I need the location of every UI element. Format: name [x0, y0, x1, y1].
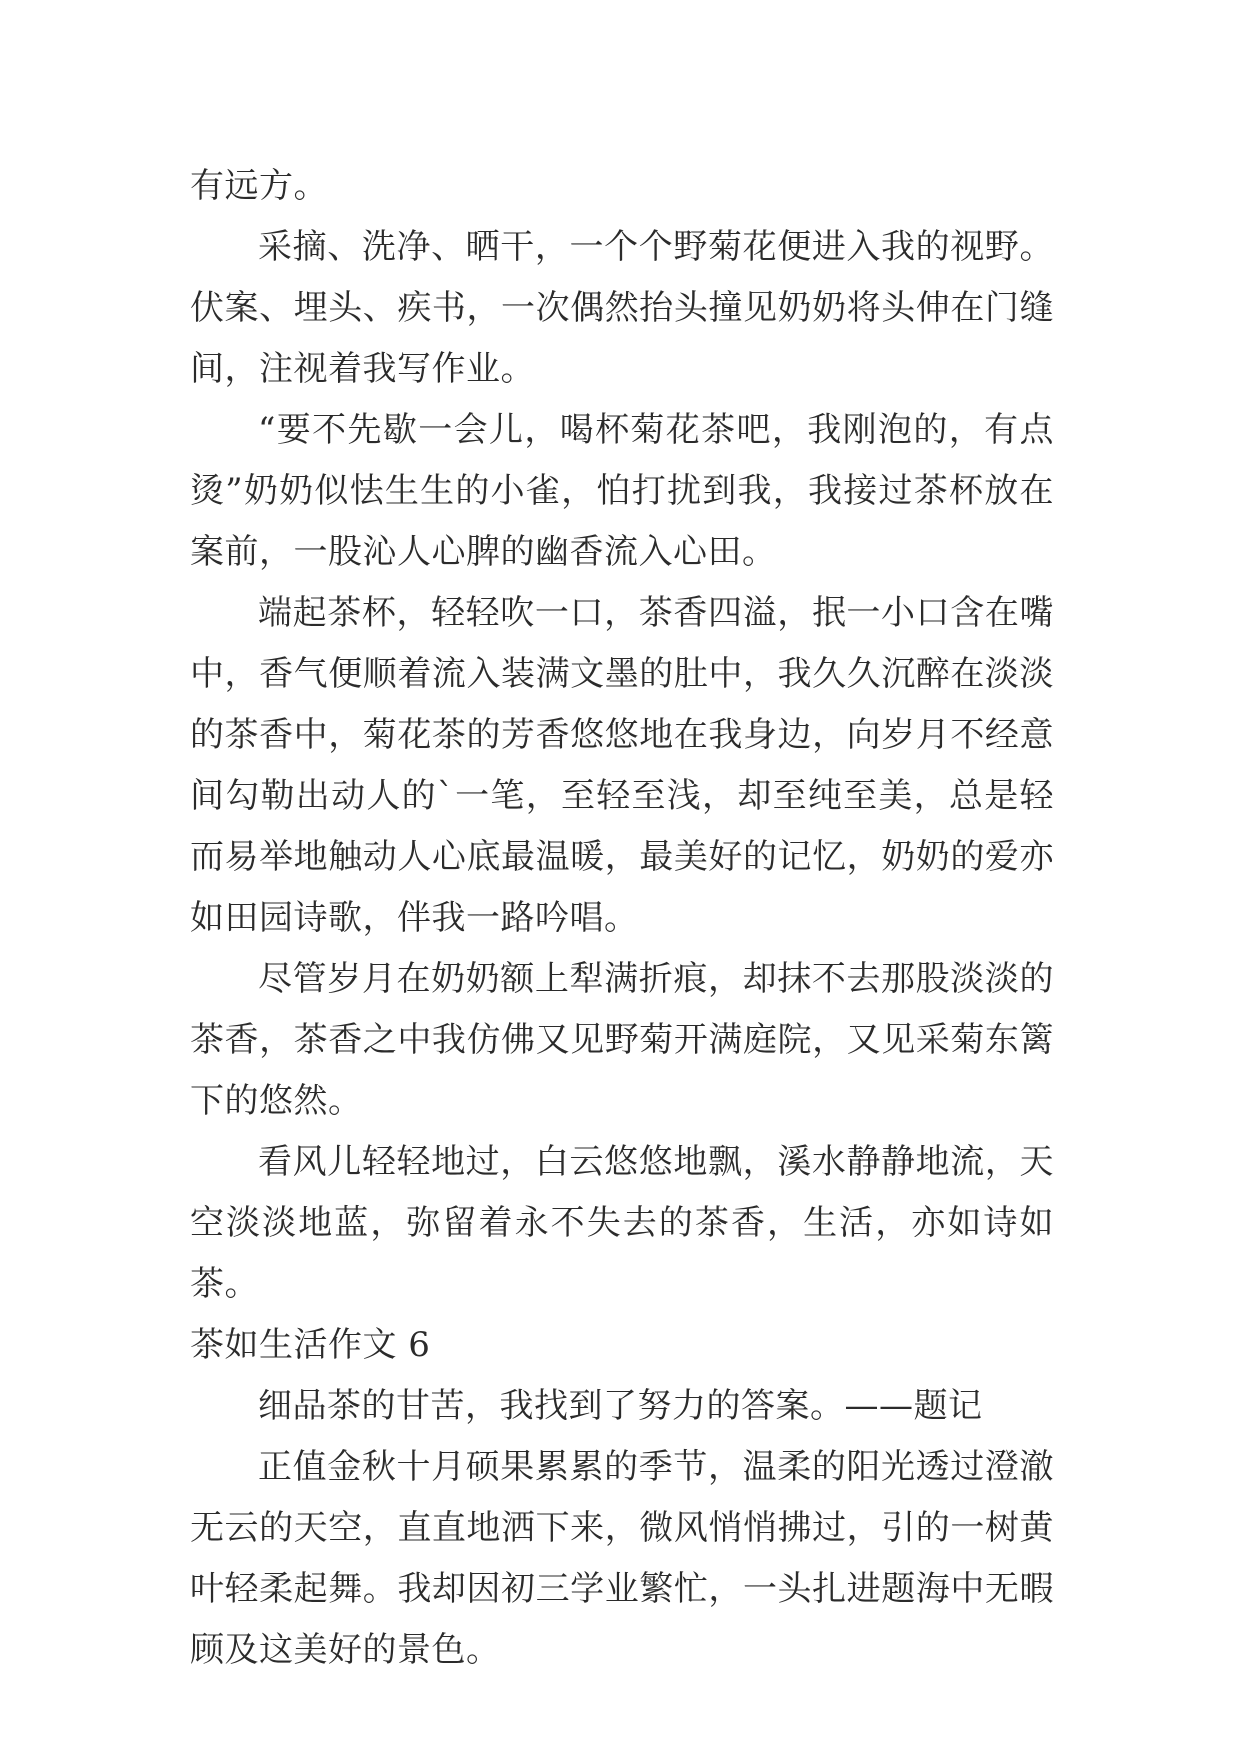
paragraph: 正值金秋十月硕果累累的季节，温柔的阳光透过澄澈无云的天空，直直地洒下来，微风悄悄拂过，引的一树黄叶轻柔起舞。我却因初三学业繁忙，一头扎进题海中无暇顾及这美好的景色。: [190, 1447, 1054, 1670]
section-heading: 茶如生活作文 6: [190, 1325, 431, 1365]
paragraph: 尽管岁月在奶奶额上犁满折痕，却抹不去那股淡淡的茶香，茶香之中我仿佛又见野菊开满庭院，又见采菊东篱下的悠然。: [190, 959, 1054, 1121]
paragraph: 采摘、洗净、晒干，一个个野菊花便进入我的视野。伏案、埋头、疾书，一次偶然抬头撞见奶奶将头伸在门缝间，注视着我写作业。: [190, 227, 1054, 389]
epigraph: 细品茶的甘苦，我找到了努力的答案。——题记: [258, 1386, 983, 1426]
document-body: [190, 156, 1054, 1681]
paragraph: “要不先歇一会儿，喝杯菊花茶吧，我刚泡的，有点烫”奶奶似怯生生的小雀，怕打扰到我，我接过茶杯放在案前，一股沁人心脾的幽香流入心田。: [190, 410, 1054, 572]
paragraph: 看风儿轻轻地过，白云悠悠地飘，溪水静静地流，天空淡淡地蓝，弥留着永不失去的茶香，生活，亦如诗如茶。: [190, 1142, 1054, 1304]
paragraph: 端起茶杯，轻轻吹一口，茶香四溢，抿一小口含在嘴中，香气便顺着流入装满文墨的肚中，我久久沉醉在淡淡的茶香中，菊花茶的芳香悠悠地在我身边，向岁月不经意间勾勒出动人的`一笔，至轻至浅，却至纯至美，总是轻而易举地触动人心底最温暖，最美好的记忆，奶奶的爱亦如田园诗歌，伴我一路吟唱。: [190, 593, 1054, 938]
paragraph-continuation: 有远方。: [190, 166, 328, 206]
